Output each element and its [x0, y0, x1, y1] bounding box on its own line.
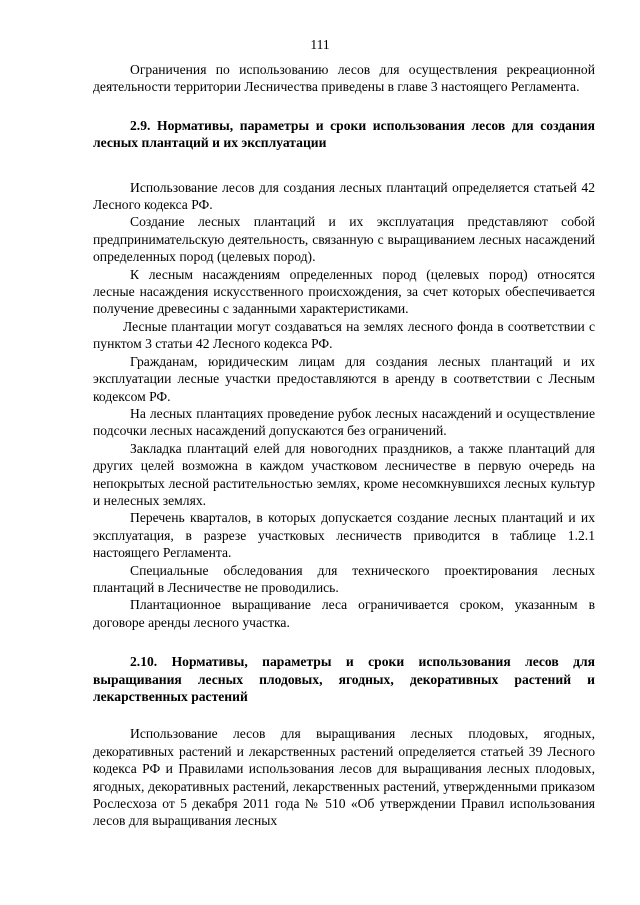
paragraph: Перечень кварталов, в которых допускается создание лесных плантаций и их эксплуатация, в разрезе участковых лесничеств приводится в таблице 1.2.1 настоящего Регламента.: [93, 510, 595, 561]
paragraph: Использование лесов для выращивания лесных плодовых, ягодных, декоративных растений и лекарственных растений определяется статьей 39 Лесного кодекса РФ и Правилами использования лесов для выращивания лесных плодовых, ягодных, декоративных растений, лекарственных растений, утвержденными приказом Рослесхоза от 5 декабря 2011 года № 510 «Об утверждении Правил использования лесов для выращивания лесных: [93, 726, 595, 829]
paragraph: Лесные плантации могут создаваться на землях лесного фонда в соответствии с пунктом 3 статьи 42 Лесного кодекса РФ.: [93, 318, 595, 352]
section-heading-2-10: 2.10. Нормативы, параметры и сроки использования лесов для выращивания лесных плодовых, ягодных, декоративных растений и лекарственных растений: [93, 654, 595, 704]
paragraph: К лесным насаждениям определенных пород (целевых пород) относятся лесные насаждения искусственного происхождения, за счет которых обеспечивается получение древесины с заданными характеристиками.: [93, 266, 595, 317]
paragraph: Создание лесных плантаций и их эксплуатация представляют собой предпринимательскую деятельность, связанную с выращиванием лесных насаждений определенных пород (целевых пород).: [93, 214, 595, 265]
page-number: 111: [310, 37, 330, 52]
paragraph-recreation-restrictions: Ограничения по использованию лесов для осуществления рекреационной деятельности территории Лесничества приведены в главе 3 настоящего Регламента.: [93, 62, 595, 95]
section-heading-2-9: 2.9. Нормативы, параметры и сроки использования лесов для создания лесных плантаций и их эксплуатации: [93, 117, 595, 151]
paragraph: На лесных плантациях проведение рубок лесных насаждений и осуществление подсочки лесных насаждений допускаются без ограничений.: [93, 405, 595, 439]
document-body: [93, 61, 595, 830]
paragraph: Специальные обследования для технического проектирования лесных плантаций в Лесничестве не проводились.: [93, 562, 595, 595]
paragraph: Закладка плантаций елей для новогодних праздников, а также плантаций для других целей возможна в каждом участковом лесничестве в первую очередь на непокрытых лесной растительностью землях, кроме несомкнувшихся лесных культур и нелесных землях.: [93, 440, 595, 508]
paragraph: Плантационное выращивание леса ограничивается сроком, указанным в договоре аренды лесного участка.: [93, 597, 595, 630]
paragraph: Гражданам, юридическим лицам для создания лесных плантаций и их эксплуатации лесные участки предоставляются в аренду в соответствии с Лесным кодексом РФ.: [93, 353, 595, 404]
paragraph: Использование лесов для создания лесных плантаций определяется статьей 42 Лесного кодекса РФ.: [93, 179, 595, 213]
